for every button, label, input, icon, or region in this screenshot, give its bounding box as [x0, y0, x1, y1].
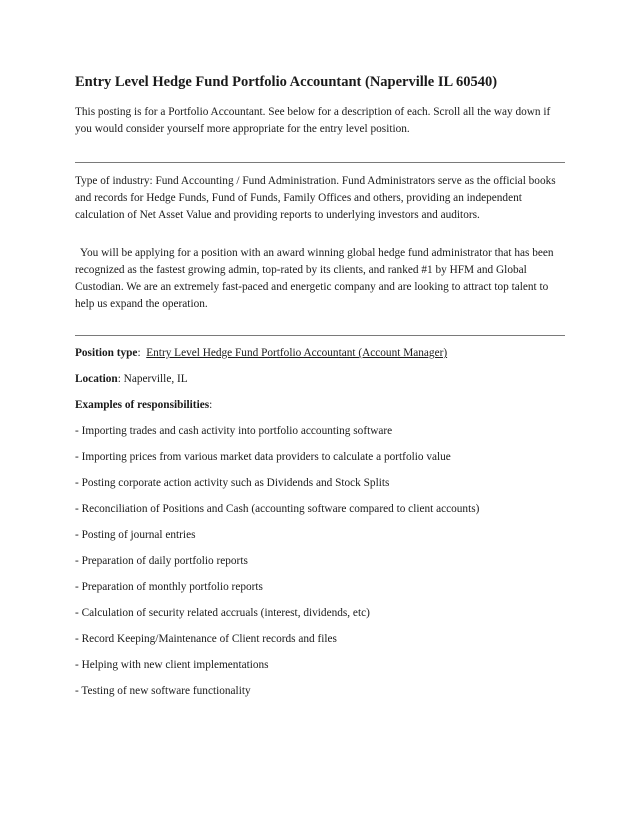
- page-title: Entry Level Hedge Fund Portfolio Accountant (Naperville IL 60540): [75, 74, 498, 90]
- list-item: - Posting of journal entries: [75, 529, 196, 541]
- applying-paragraph: [75, 245, 565, 313]
- section-divider: [75, 162, 565, 163]
- list-item: - Testing of new software functionality: [75, 685, 251, 697]
- list-item: - Reconciliation of Positions and Cash (accounting software compared to client accounts): [75, 503, 480, 515]
- list-item: - Helping with new client implementations: [75, 659, 269, 671]
- section-divider: [75, 335, 565, 336]
- list-item: - Posting corporate action activity such as Dividends and Stock Splits: [75, 477, 390, 489]
- industry-paragraph: Type of industry: Fund Accounting / Fund Administration. Fund Administrators serve as the official books and records for Hedge Funds, Fund of Funds, Family Offices and others, providing an independent calculation of Net Asset Value and providing reports to underlying investors and auditors.: [75, 175, 556, 221]
- list-item: - Importing prices from various market data providers to calculate a portfolio value: [75, 451, 451, 463]
- responsibilities-label: Examples of responsibilities: [75, 399, 210, 411]
- list-item: - Preparation of monthly portfolio reports: [75, 581, 263, 593]
- responsibilities-heading: [75, 399, 212, 411]
- position-type-label: Position type: [75, 347, 138, 359]
- position-type-value: Entry Level Hedge Fund Portfolio Accountant (Account Manager): [146, 347, 448, 359]
- list-item: - Calculation of security related accruals (interest, dividends, etc): [75, 607, 370, 619]
- position-type-separator: :: [137, 347, 147, 359]
- responsibilities-separator: :: [209, 399, 213, 411]
- location-label: Location: [75, 373, 118, 385]
- location-value: Naperville, IL: [123, 373, 188, 385]
- intro-paragraph: This posting is for a Portfolio Accountant. See below for a description of each. Scroll all the way down if you would consider yourself more appropriate for the entry level position.: [75, 106, 551, 135]
- position-type-line: [75, 347, 447, 359]
- applying-text: You will be applying for a position with an award winning global hedge fund administrator that has been recognized as the fastest growing admin, top-rated by its clients, and ranked #1 by HFM and Global Custodian. We are an extremely fast-paced and energetic company and are looking to attract top talent to help us expand the operation.: [75, 247, 554, 310]
- list-item: - Preparation of daily portfolio reports: [75, 555, 248, 567]
- location-separator: :: [117, 373, 124, 385]
- list-item: - Record Keeping/Maintenance of Client records and files: [75, 633, 337, 645]
- list-item: - Importing trades and cash activity into portfolio accounting software: [75, 425, 393, 437]
- location-line: [75, 373, 188, 385]
